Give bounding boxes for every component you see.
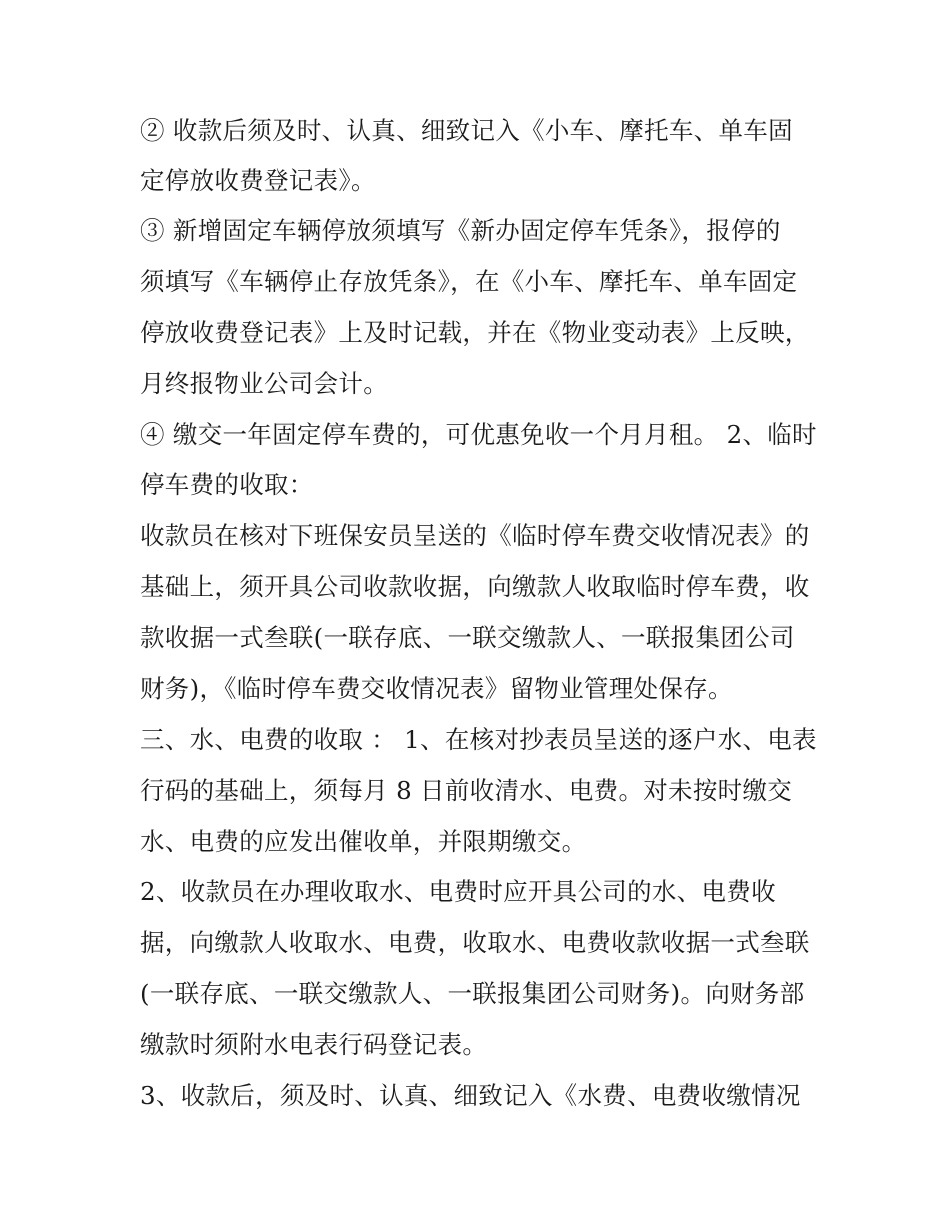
text-line: 2、收款员在办理收取水、电费时应开具公司的水、电费收 (140, 877, 776, 906)
text-line: 三、水、电费的收取 ： 1、在核对抄表员呈送的逐户水、电表 (140, 725, 817, 754)
text-line: (一联存底、一联交缴款人、一联报集团公司财务)。向财务部 (140, 979, 805, 1008)
text-line: ② 收款后须及时、认真、细致记入《小车、摩托车、单车固 (140, 116, 793, 145)
text-line: 缴款时须附水电表行码登记表。 (140, 1030, 488, 1059)
text-line: 行码的基础上，须每月 8 日前收清水、电费。对未按时缴交 (140, 776, 793, 805)
text-line: 水、电费的应发出催收单，并限期缴交。 (140, 827, 587, 856)
text-line: 财务)，《临时停车费交收情况表》留物业管理处保存。 (140, 674, 733, 703)
text-line: 3、收款后，须及时、认真、细致记入《水费、电费收缴情况 (140, 1081, 801, 1110)
text-line: 据，向缴款人收取水、电费，收取水、电费收款收据一式叁联 (140, 928, 810, 957)
text-line: 款收据一式叁联(一联存底、一联交缴款人、一联报集团公司 (140, 623, 795, 652)
text-line: 停放收费登记表》上及时记载，并在《物业变动表》上反映， (140, 318, 810, 347)
text-line: 停车费的收取： (140, 470, 314, 499)
text-line: ④ 缴交一年固定停车费的，可优惠免收一个月月租。 2、临时 (140, 420, 817, 449)
text-line: 须填写《车辆停止存放凭条》，在《小车、摩托车、单车固定 (140, 267, 798, 296)
text-line: ③ 新增固定车辆停放须填写《新办固定停车凭条》，报停的 (140, 216, 781, 245)
text-line: 基础上，须开具公司收款收据，向缴款人收取临时停车费，收 (140, 572, 810, 601)
text-line: 收款员在核对下班保安员呈送的《临时停车费交收情况表》的 (140, 521, 810, 550)
text-line: 定停放收费登记表》。 (140, 166, 376, 195)
text-line: 月终报物业公司会计。 (140, 369, 388, 398)
